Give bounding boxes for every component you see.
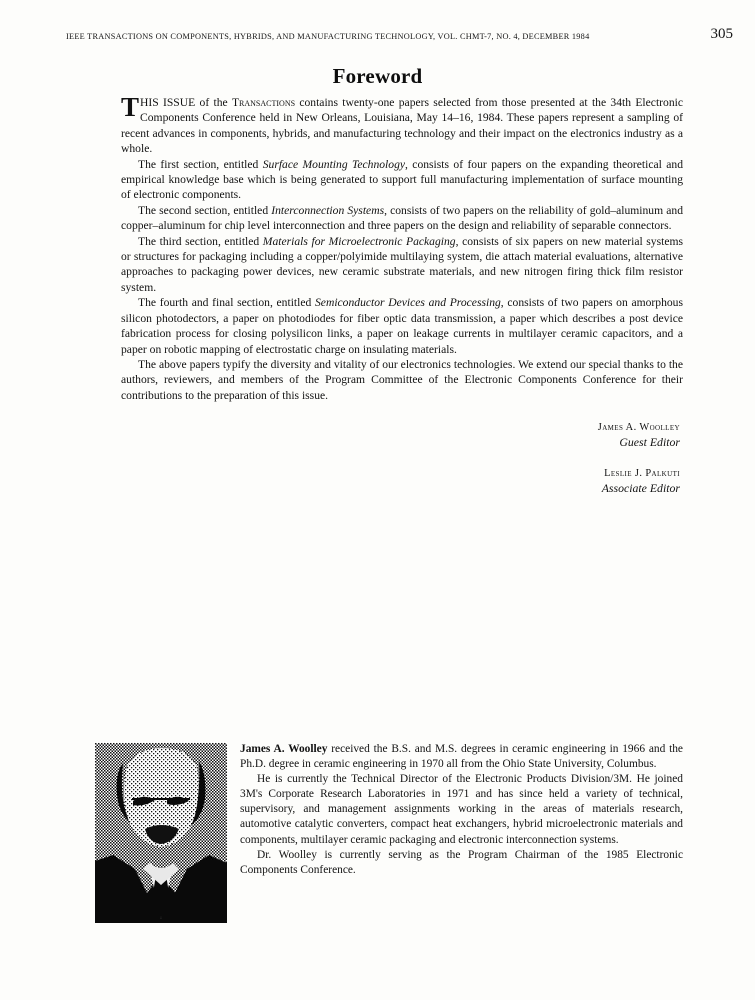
- paragraph-3-rest: , consists of two papers on the reliability of gold–aluminum and copper–aluminum for chip level interconnection and three papers on the design and reliability of separable connectors.: [121, 203, 683, 233]
- biography-paragraph-3: Dr. Woolley is currently serving as the Program Chairman of the 1985 Electronic Components Conference.: [240, 848, 683, 876]
- transactions-smallcaps: Transactions: [231, 96, 296, 109]
- paragraph-4-rest: , consists of six papers on new material systems or structures for packaging including a copper/polyimide multilaying system, die attach material evaluations, alternative approaches to packaging power devices, new ceramic substrate materials, and new nitrogen firing thick film resistor system.: [121, 234, 683, 294]
- signature-block: [300, 421, 680, 513]
- foreword-body: [121, 92, 683, 403]
- paragraph-5-opening: The fourth and final section, entitled: [138, 296, 315, 310]
- biography-paragraph-2: He is currently the Technical Director of the Electronic Products Division/3M. He joined 3M's Corporate Research Laboratories in 1971 and has since held a variety of technical, supervisory, and management assignments working in the areas of materials research, automotive catalytic converters, compact heat exchangers, hybrid microelectronic materials and components, multilayer ceramic packaging and electronic interconnection systems.: [240, 773, 683, 846]
- biography-block: [240, 742, 683, 878]
- section-title-surface-mounting: Surface Mounting Technology: [262, 157, 406, 171]
- page-title: Foreword: [332, 64, 423, 88]
- paragraph-2-opening: The first section, entitled: [138, 157, 263, 171]
- signature-associate-editor: [300, 467, 680, 496]
- paragraph-2-rest: , consists of four papers on the expanding theoretical and empirical knowledge base which is being generated to support full manufacturing implementation of surface mounting of electronic components.: [121, 157, 683, 202]
- paragraph-5: [121, 295, 683, 357]
- paragraph-1: [121, 92, 683, 157]
- biography-paragraph-1: [240, 742, 683, 772]
- signature-guest-editor: [300, 421, 680, 450]
- biography-paragraph-1-text: received the B.S. and M.S. degrees in ceramic engineering in 1966 and the Ph.D. degree in ceramic engineering in 1970 all from the Ohio State University, Columbus.: [240, 743, 683, 771]
- paragraph-2: [121, 157, 683, 203]
- section-title-semiconductor-devices-processing: Semiconductor Devices and Processing: [315, 296, 501, 310]
- paragraph-1-rest: contains twenty-one papers selected from those presented at the 34th Electronic Components Conference held in New Orleans, Louisiana, May 14–16, 1984. These papers represent a sampling of recent advances in components, hybrids, and manufacturing technology and their impact on the electronics industry as a whole.: [121, 96, 683, 156]
- paragraph-4-opening: The third section, entitled: [138, 234, 263, 248]
- page-number: 305: [710, 26, 733, 42]
- paragraph-4: [121, 234, 683, 296]
- paragraph-6: The above papers typify the diversity and vitality of our electronics technologies. We extend our special thanks to the authors, reviewers, and members of the Program Committee of the Electronic Components Conference for their contributions to the preparation of this issue.: [121, 357, 683, 402]
- paragraph-1-connector: of the: [195, 96, 232, 109]
- running-head: IEEE TRANSACTIONS ON COMPONENTS, HYBRIDS, AND MANUFACTURING TECHNOLOGY, VOL. CHMT-7, NO. 4, DECEMBER 1984: [66, 32, 590, 41]
- paragraph-1-opening: HIS ISSUE: [140, 96, 196, 109]
- signature-name: Leslie J. Palkuti: [604, 468, 680, 479]
- paragraph-3-opening: The second section, entitled: [138, 203, 272, 217]
- drop-cap: T: [121, 92, 140, 122]
- portrait-halftone-image: [95, 743, 227, 923]
- signature-role: Guest Editor: [619, 435, 680, 449]
- signature-name: James A. Woolley: [597, 422, 680, 433]
- paragraph-5-rest: , consists of two papers on amorphous silicon photodectors, a paper on photodiodes for fiber optic data transmission, a paper which describes a post device fabrication process for closing polysilicon links, a paper on leakage currents in multilayer ceramic capacitors, and a paper on robotic mapping of electrostatic charge on insulating materials.: [121, 296, 683, 356]
- paragraph-3: [121, 203, 683, 234]
- section-title-materials-microelectronic-packaging: Materials for Microelectronic Packaging: [262, 234, 456, 248]
- biography-subject-name: James A. Woolley: [240, 743, 328, 755]
- signature-role: Associate Editor: [601, 481, 680, 495]
- portrait-photograph: [95, 743, 227, 923]
- section-title-interconnection-systems: Interconnection Systems: [271, 203, 385, 217]
